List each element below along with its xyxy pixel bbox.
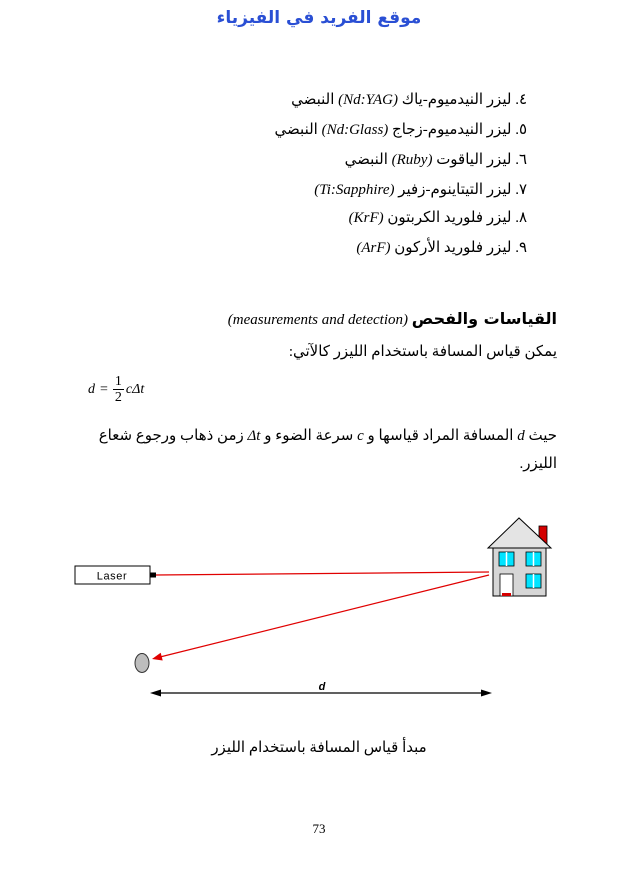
section-title-english: (measurements and detection) — [227, 312, 408, 328]
laser-aperture — [150, 573, 156, 578]
laser-code: (KrF) — [348, 210, 384, 226]
equation-rhs: cΔt — [125, 381, 145, 397]
reflected-beam — [158, 575, 489, 658]
laser-code: (Nd:YAG) — [338, 92, 398, 108]
house-door — [500, 574, 513, 596]
fraction-numerator: 1 — [114, 374, 122, 389]
list-number: ٦. — [515, 152, 527, 168]
figure-caption: مبدأ قياس المسافة باستخدام الليزر — [211, 740, 427, 756]
laser-label: Laser — [96, 570, 128, 583]
site-title: موقع الفريد في الفيزياء — [216, 8, 422, 28]
list-number: ٩. — [515, 240, 527, 256]
laser-name: ليزر النيدميوم-ياك — [401, 92, 512, 108]
laser-name: ليزر الياقوت — [436, 152, 512, 168]
laser-name: ليزر النيدميوم-زجاج — [392, 122, 512, 138]
definition-text: سرعة الضوء و — [264, 428, 354, 444]
distance-arrowhead-left — [150, 690, 161, 697]
variable-delta-t: Δt — [247, 428, 261, 444]
laser-code: (ArF) — [356, 240, 391, 256]
intro-text: يمكن قياس المسافة باستخدام الليزر كالآتي: — [288, 344, 557, 360]
variable-d: d — [517, 428, 525, 444]
laser-name: ليزر التيتاينوم-زفير — [398, 182, 512, 198]
laser-suffix: النبضي — [344, 152, 388, 168]
laser-code: (Nd:Glass) — [321, 122, 389, 138]
house-icon — [488, 518, 551, 596]
receiver-circle — [135, 654, 149, 673]
laser-suffix: النبضي — [291, 92, 335, 108]
list-number: ٨. — [515, 210, 527, 226]
definition-text: زمن ذهاب ورجوع شعاع — [98, 428, 244, 444]
laser-code: (Ti:Sapphire) — [314, 182, 395, 198]
list-number: ٤. — [515, 92, 527, 108]
list-number: ٥. — [515, 122, 527, 138]
door-step — [502, 593, 511, 596]
laser-suffix: النبضي — [274, 122, 318, 138]
definition-line-2: الليزر. — [519, 456, 557, 472]
equation-lhs: d — [88, 381, 95, 397]
definition-text: المسافة المراد قياسها و — [367, 428, 514, 444]
distance-label: d — [318, 681, 326, 693]
reflected-beam-arrowhead — [152, 653, 163, 661]
section-title-arabic: القياسات والفحص — [411, 309, 557, 328]
definition-text: حيث — [528, 428, 557, 444]
laser-name: ليزر فلوريد الأركون — [394, 240, 512, 256]
outgoing-beam — [156, 572, 489, 575]
list-number: ٧. — [515, 182, 527, 198]
variable-c: c — [357, 428, 364, 444]
distance-arrowhead-right — [481, 690, 492, 697]
equation-equals: = — [100, 381, 108, 397]
laser-code: (Ruby) — [391, 152, 433, 168]
page-number: 73 — [312, 821, 326, 836]
fraction-denominator: 2 — [114, 390, 122, 405]
laser-name: ليزر فلوريد الكربتون — [387, 210, 512, 226]
